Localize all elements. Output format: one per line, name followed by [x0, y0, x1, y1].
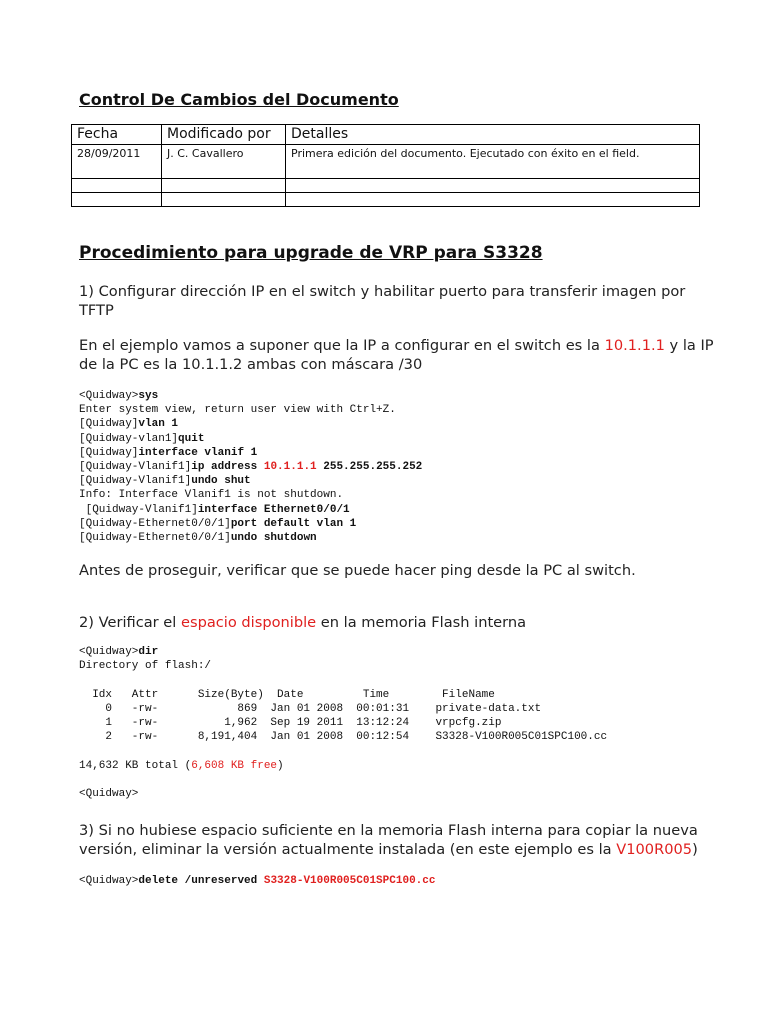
header-fecha: Fecha [72, 125, 162, 145]
header-detalles: Detalles [286, 125, 700, 145]
cli-line: [Quidway]vlan 1 [79, 418, 179, 431]
change-control-title: Control De Cambios del Documento [79, 90, 399, 109]
cli-line: [Quidway-Vlanif1]interface Ethernet0/0/1 [79, 503, 350, 516]
cli-line: <Quidway>dir [79, 646, 159, 658]
step-3-text: 3) Si no hubiese espacio suficiente en la memoria Flash interna para copiar la nueva versión, eliminar la versión actualmente instalada (en este ejemplo es la V100R005) [79, 822, 698, 858]
cli-line: <Quidway> [79, 787, 139, 800]
cli-line: Enter system view, return user view with Ctrl+Z. [79, 404, 396, 417]
table-row [72, 145, 700, 179]
step-1-text: 1) Configurar dirección IP en el switch y habilitar puerto para transferir imagen por TFTP [79, 283, 686, 319]
ping-check-text: Antes de proseguir, verificar que se puede hacer ping desde la PC al switch. [79, 562, 636, 579]
cli-line: [Quidway-Ethernet0/0/1]port default vlan 1 [79, 517, 357, 530]
header-modificado-por: Modificado por [162, 125, 286, 145]
cli-line: [Quidway]interface vlanif 1 [79, 446, 258, 459]
total-line: 14,632 KB total (6,608 KB free) [79, 759, 284, 772]
cli-line: Info: Interface Vlanif1 is not shutdown. [79, 489, 344, 502]
change-control-table [71, 124, 700, 207]
dir-file-row: 2 -rw- 8,191,404 Jan 01 2008 00:12:54 S3328-V100R005C01SPC100.cc [79, 731, 608, 744]
available-space-highlight: espacio disponible [180, 614, 317, 631]
free-space-highlight: 6,608 KB free [191, 759, 278, 772]
cell-detalles: Primera edición del documento. Ejecutado con éxito en el field. [286, 145, 700, 179]
step-2-text: 2) Verificar el espacio disponible en la memoria Flash interna [79, 614, 527, 631]
dir-file-row: 0 -rw- 869 Jan 01 2008 00:01:31 private-data.txt [79, 702, 542, 715]
table-row-empty [72, 179, 700, 193]
cell-fecha: 28/09/2011 [72, 145, 162, 179]
cli-line: [Quidway-Ethernet0/0/1]undo shutdown [79, 532, 317, 545]
cli-line: [Quidway-Vlanif1]undo shut [79, 475, 251, 488]
table-row-empty [72, 193, 700, 207]
dir-columns-row: Idx Attr Size(Byte) Date Time FileName [79, 688, 495, 701]
version-highlight: V100R005 [616, 841, 693, 858]
table-header-row [72, 125, 700, 145]
cli-line: [Quidway-Vlanif1]ip address 10.1.1.1 255.255.255.252 [79, 461, 423, 474]
procedure-title: Procedimiento para upgrade de VRP para S3328 [79, 243, 543, 263]
dir-file-row: 1 -rw- 1,962 Sep 19 2011 13:12:24 vrpcfg.zip [79, 717, 502, 729]
cli-block-dir [79, 645, 607, 801]
cli-block-config [79, 389, 422, 545]
cell-modificado-por: J. C. Cavallero [162, 145, 286, 179]
example-text: En el ejemplo vamos a suponer que la IP a configurar en el switch es la 10.1.1.1 y la IP de la PC es la 10.1.1.2 ambas con máscara /30 [79, 337, 714, 373]
example-ip: 10.1.1.1 [604, 337, 665, 354]
cli-line: [Quidway-vlan1]quit [79, 432, 205, 445]
cli-line: Directory of flash:/ [79, 660, 212, 673]
cli-block-delete: <Quidway>delete /unreserved S3328-V100R005C01SPC100.cc [79, 875, 436, 887]
cli-line: <Quidway>sys [79, 390, 159, 402]
delete-file-name: S3328-V100R005C01SPC100.cc [263, 875, 436, 887]
